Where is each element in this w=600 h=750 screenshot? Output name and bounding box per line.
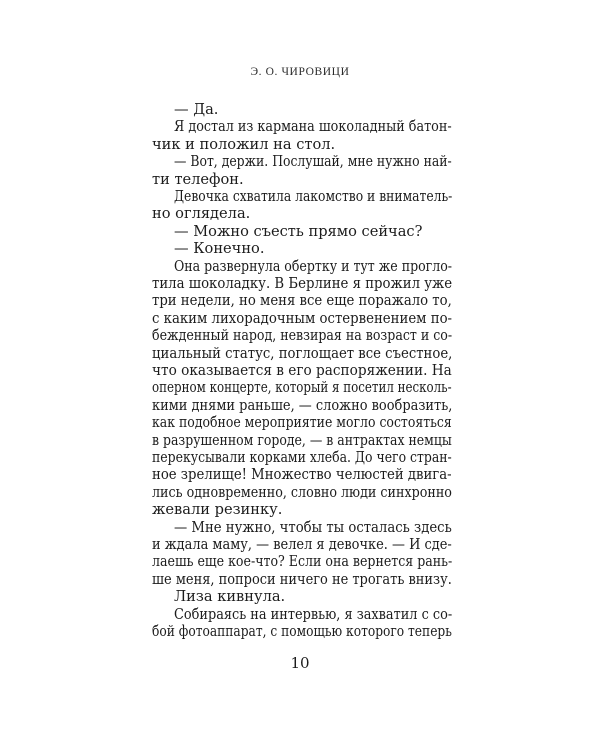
text-line: лись одновременно, словно люди синхронно	[152, 483, 452, 501]
text-line: три недели, но меня все еще поражало то,	[152, 292, 452, 310]
text-line: кими днями раньше, — сложно вообразить,	[152, 396, 453, 414]
text-line: как подобное мероприятие могло состояться	[152, 414, 452, 432]
text-line: — Да.	[174, 101, 219, 118]
text-line: чик и положил на стол.	[152, 135, 336, 153]
text-line: с каким лихорадочным остервенением по-	[152, 309, 453, 327]
text-line: — Мне нужно, чтобы ты осталась здесь	[174, 518, 452, 536]
text-line: — Конечно.	[174, 240, 265, 258]
text-line: Я достал из кармана шоколадный батон-	[174, 118, 452, 136]
text-line: бой фотоаппарат, с помощью которого теперь	[152, 623, 452, 640]
text-line: ное зрелище! Множество челюстей двига-	[152, 466, 452, 484]
text-line: Девочка схватила лакомство и вниматель-	[174, 188, 453, 205]
running-head: Э. О. ЧИРОВИЦИ	[250, 66, 350, 78]
text-line: Она развернула обертку и тут же прогло-	[174, 257, 453, 275]
text-line: — Можно съесть прямо сейчас?	[174, 222, 423, 240]
text-line: бежденный народ, невзирая на возраст и со-	[152, 327, 453, 345]
text-line: циальный статус, поглощает все съестное,	[152, 344, 453, 362]
text-line: ше меня, попроси ничего не трогать внизу.	[152, 570, 452, 588]
text-line: перекусывали корками хлеба. До чего стран-	[152, 449, 452, 466]
text-line: лаешь еще кое-что? Если она вернется рань-	[152, 553, 453, 571]
text-line: и ждала маму, — велел я девочке. — И сде-	[152, 536, 452, 553]
text-line: но оглядела.	[152, 205, 251, 223]
text-line: тила шоколадку. В Берлине я прожил уже	[152, 275, 453, 292]
text-line: в разрушенном городе, — в антрактах немцы	[152, 431, 452, 449]
text-line: Собираясь на интервью, я захватил с со-	[174, 605, 453, 623]
page-number: 10	[290, 654, 310, 672]
text-line: оперном концерте, который я посетил несколь-	[152, 379, 452, 397]
text-line: что оказывается в его распоряжении. На	[152, 362, 452, 379]
text-line: ти телефон.	[152, 170, 244, 188]
text-line: — Вот, держи. Послушай, мне нужно най-	[174, 153, 452, 171]
text-line: жевали резинку.	[152, 501, 283, 519]
text-line: Лиза кивнула.	[174, 588, 286, 606]
